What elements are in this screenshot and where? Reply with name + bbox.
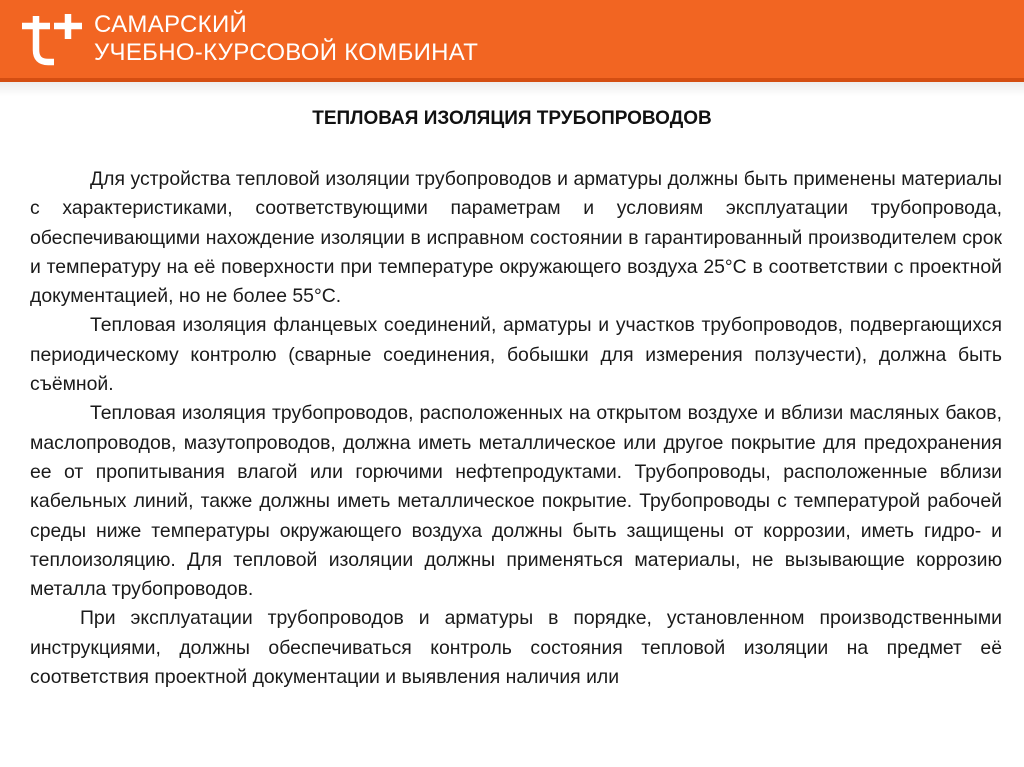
paragraph: Для устройства тепловой изоляции трубопроводов и арматуры должны быть применены материалы с характеристиками, соответствующими параметрам и условиям эксплуатации трубопровода, обеспечивающими нахождение изоляции в исправном состоянии в гарантированный производителем срок и температуру на её поверхности при температуре окружающего воздуха 25°C в соответствии с проектной документацией, но не более 55°C. <box>30 168 1002 308</box>
brand-name-line1: САМАРСКИЙ <box>94 11 248 38</box>
document-body <box>30 165 1002 692</box>
t-plus-logo-icon <box>20 12 84 70</box>
paragraph: Тепловая изоляция трубопроводов, расположенных на открытом воздухе и вблизи масляных баков, маслопроводов, мазутопроводов, должна иметь металлическое или другое покрытие для предохранения ее от пропитывания влагой или горючими нефтепродуктами. Трубопроводы, расположенные вблизи кабельных линий, также должны иметь металлическое покрытие. Трубопроводы с температурой рабочей среды ниже температуры окружающего воздуха должны быть защищены от коррозии, иметь гидро- и теплоизоляцию. Для тепловой изоляции должны применяться материалы, не вызывающие коррозию металла трубопроводов. <box>30 402 1002 601</box>
paragraph: При эксплуатации трубопроводов и арматуры в порядке, установленном производственными инструкциями, должны обеспечиваться контроль состояния тепловой изоляции на предмет её соответствия проектной документации и выявления наличия или <box>30 607 1002 689</box>
paragraph: Тепловая изоляция фланцевых соединений, арматуры и участков трубопроводов, подвергающихся периодическому контролю (сварные соединения, бобышки для измерения ползучести), должна быть съёмной. <box>30 314 1002 396</box>
page-title: ТЕПЛОВАЯ ИЗОЛЯЦИЯ ТРУБОПРОВОДОВ <box>312 108 712 129</box>
brand-name-line2: УЧЕБНО-КУРСОВОЙ КОМБИНАТ <box>94 39 479 66</box>
header-shadow-band <box>0 82 1024 96</box>
header-bar <box>0 0 1024 82</box>
